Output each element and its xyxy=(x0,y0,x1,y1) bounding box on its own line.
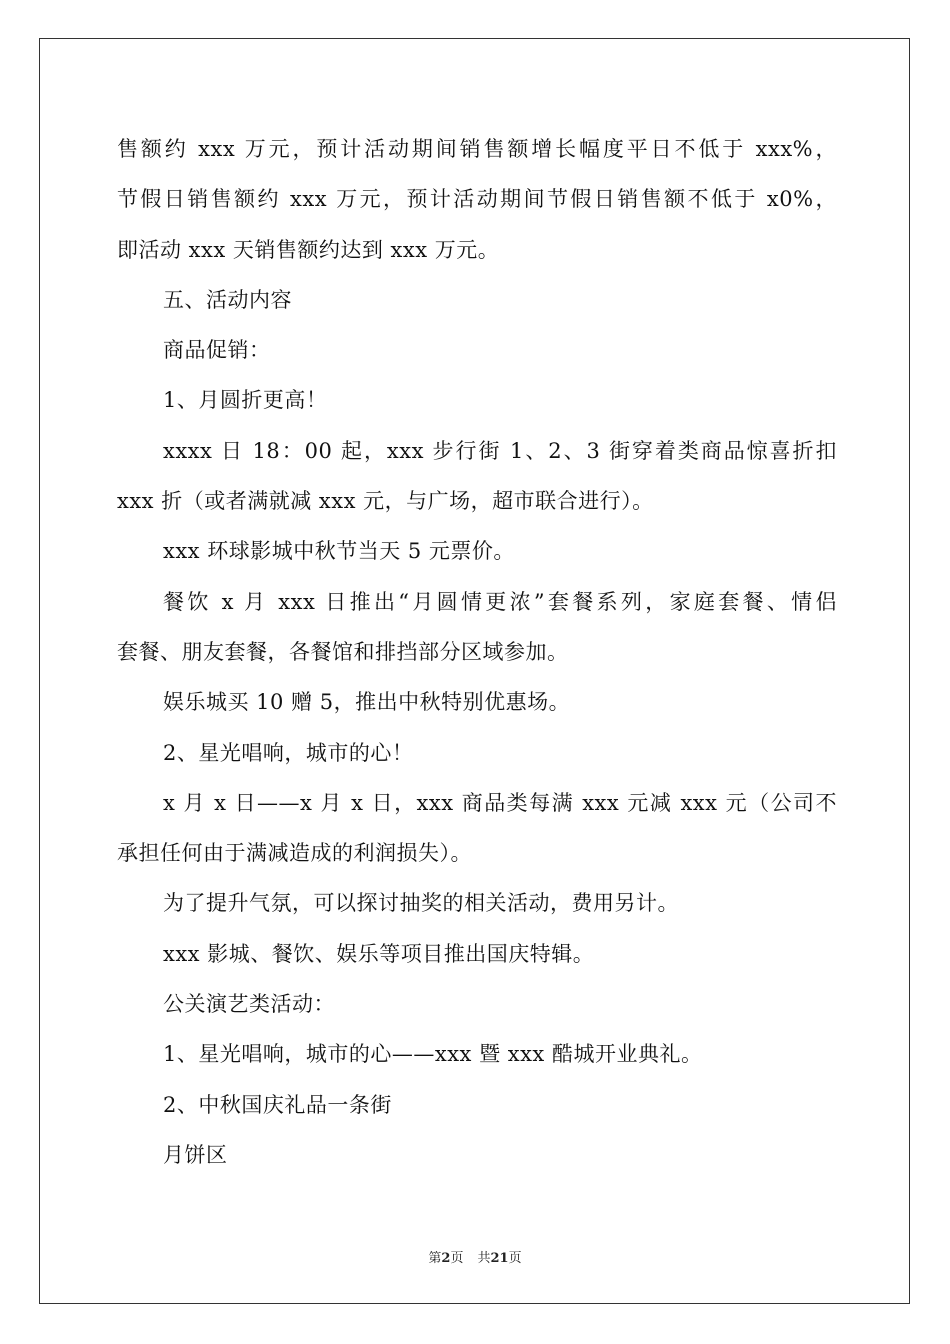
list-item-heading: 2、中秋国庆礼品一条街 xyxy=(163,1092,392,1117)
text-line: xxxx 日 18：00 起，xxx 步行街 1、2、3 街穿着类商品惊喜折扣 xyxy=(163,438,837,463)
text-line: 餐饮 x 月 xxx 日推出“月圆情更浓”套餐系列，家庭套餐、情侣 xyxy=(163,589,837,614)
document-body xyxy=(117,124,837,1180)
list-item-heading: 2、星光唱响，城市的心！ xyxy=(163,740,414,765)
text-line: 即活动 xxx 天销售额约达到 xxx 万元。 xyxy=(117,237,500,262)
text-line: 为了提升气氛，可以探讨抽奖的相关活动，费用另计。 xyxy=(163,891,679,916)
list-item-heading: 1、星光唱响，城市的心——xxx 暨 xxx 酷城开业典礼。 xyxy=(163,1042,703,1067)
list-item-heading: 1、月圆折更高！ xyxy=(163,388,328,413)
page-total-suffix: 页 xyxy=(508,1251,522,1266)
text-line: 娱乐城买 10 赠 5，推出中秋特别优惠场。 xyxy=(163,690,571,715)
subsection-heading: 公关演艺类活动： xyxy=(163,992,335,1017)
text-line: xxx 折（或者满就减 xxx 元，与广场，超市联合进行）。 xyxy=(117,489,654,514)
page-number-prefix: 第 xyxy=(428,1251,442,1266)
subsection-heading: 商品促销： xyxy=(163,338,271,363)
page-total: 21 xyxy=(490,1251,509,1266)
text-line: 售额约 xxx 万元，预计活动期间销售额增长幅度平日不低于 xxx%， xyxy=(117,137,837,161)
page-number: 2 xyxy=(441,1251,451,1266)
text-line: xxx 环球影城中秋节当天 5 元票价。 xyxy=(163,539,515,564)
page-footer xyxy=(0,1247,950,1266)
page-number-suffix: 页 xyxy=(450,1251,464,1266)
text-line: 月饼区 xyxy=(163,1142,228,1167)
text-line: xxx 影城、餐饮、娱乐等项目推出国庆特辑。 xyxy=(163,941,595,966)
text-line: 承担任何由于满减造成的利润损失）。 xyxy=(117,841,472,866)
text-line: 节假日销售额约 xxx 万元，预计活动期间节假日销售额不低于 x0%， xyxy=(117,187,837,212)
page-total-prefix: 共 xyxy=(477,1251,491,1266)
section-heading: 五、活动内容 xyxy=(163,287,292,312)
text-line: 套餐、朋友套餐，各餐馆和排挡部分区域参加。 xyxy=(117,639,569,664)
text-line: x 月 x 日——x 月 x 日，xxx 商品类每满 xxx 元减 xxx 元（公司不 xyxy=(163,790,837,815)
